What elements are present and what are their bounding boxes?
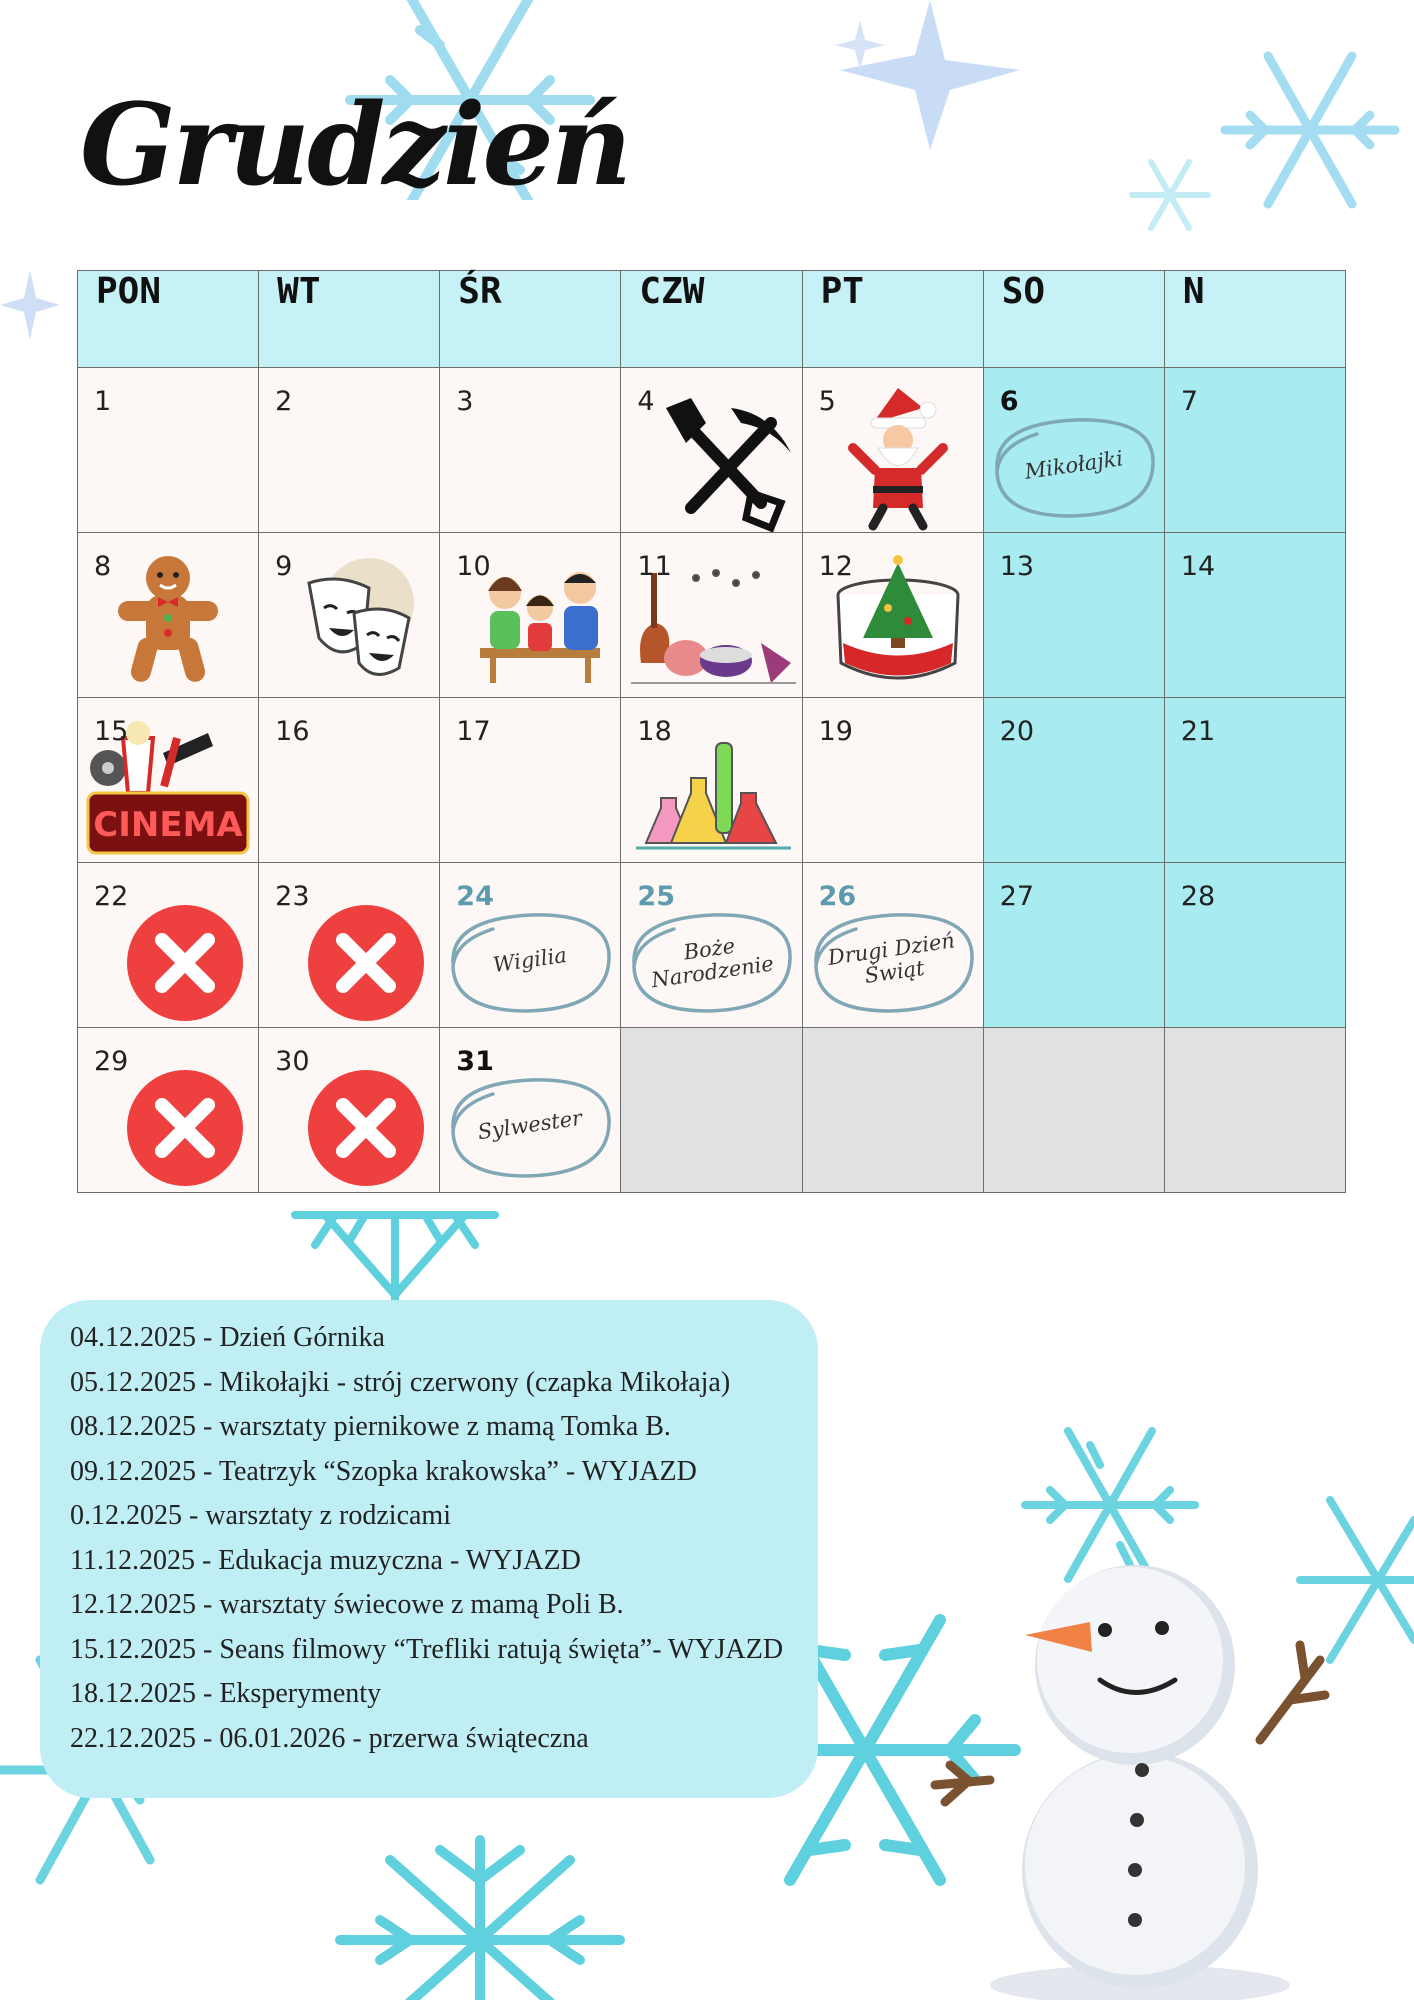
day-number: 23 [275,881,310,912]
day-cell [983,368,1164,533]
day-number: 19 [818,716,853,747]
star-decor-icon [0,270,60,340]
star-decor-icon [820,0,1040,160]
holiday-note-text: Drugi Dzień Świąt [825,928,956,988]
event-item: 11.12.2025 - Edukacja muzyczna - WYJAZD [70,1544,581,1576]
day-cell [259,368,440,533]
day-number: 21 [1180,716,1216,747]
weekday-header: ŚR [440,271,621,368]
day-number: 11 [637,551,672,582]
day-number: 5 [818,386,836,417]
weekday-header: SO [983,271,1164,368]
holiday-note-text: Boże Narodzenie [650,933,776,993]
day-number: 30 [275,1046,310,1077]
day-number: 16 [275,716,310,747]
day-cell [440,1028,621,1193]
day-number: 2 [275,386,293,417]
day-cell [78,533,259,698]
event-item: 18.12.2025 - Eksperymenty [70,1678,382,1709]
holiday-note-text: Mikołajki [1023,446,1125,485]
snowflake-decor-icon [1210,40,1410,220]
day-number: 6 [999,386,1019,417]
day-cell [1164,368,1345,533]
day-cell [1164,698,1345,863]
cinema-sign-text: CINEMA [93,805,243,845]
snowflake-decor-icon [1125,150,1215,240]
day-cell [1164,533,1345,698]
day-cell [440,698,621,863]
event-item: 09.12.2025 - Teatrzyk “Szopka krakowska” - WYJAZD [70,1455,697,1487]
day-cell [802,698,983,863]
empty-day-cell [1164,1028,1345,1193]
holiday-note-text: Sylwester [476,1106,584,1145]
empty-day-cell [983,1028,1164,1193]
event-item: 12.12.2025 - warsztaty świecowe z mamą Poli B. [70,1589,624,1620]
event-item: 04.12.2025 - Dzień Górnika [70,1322,385,1353]
holiday-note [987,406,1161,526]
holiday-note [624,901,798,1021]
day-cell [621,533,802,698]
calendar-week-row [78,863,1346,1028]
day-number: 26 [818,881,857,912]
holiday-note [806,901,980,1021]
day-cell [78,698,259,863]
day-cell [78,863,259,1028]
day-number: 22 [94,881,129,912]
day-number: 18 [637,716,672,747]
day-cell [78,368,259,533]
weekday-header: CZW [621,271,802,368]
weekday-header: PON [78,271,259,368]
holiday-note-text: Wigilia [491,943,569,978]
day-cell [621,368,802,533]
day-cell [440,368,621,533]
calendar-week-row [78,533,1346,698]
day-cell [440,533,621,698]
calendar-week-row [78,368,1346,533]
day-cell [78,1028,259,1193]
event-item: 15.12.2025 - Seans filmowy “Trefliki ratują święta”- WYJAZD [70,1633,784,1665]
event-item: 08.12.2025 - warsztaty piernikowe z mamą Tomka B. [70,1411,671,1442]
day-cell [983,698,1164,863]
day-number: 28 [1180,881,1216,912]
day-number: 14 [1180,551,1216,582]
page-title: Grudzień [80,80,630,211]
day-cell [983,863,1164,1028]
empty-day-cell [621,1028,802,1193]
day-number: 25 [637,881,675,912]
empty-day-cell [802,1028,983,1193]
day-cell [1164,863,1345,1028]
day-number: 29 [94,1046,129,1077]
day-cell [259,698,440,863]
day-number: 4 [637,386,655,417]
day-cell [802,368,983,533]
calendar-table [77,270,1346,1193]
events-box [40,1300,818,1798]
day-number: 8 [94,551,112,582]
event-item: 0.12.2025 - warsztaty z rodzicami [70,1500,451,1531]
day-number: 31 [456,1046,494,1077]
day-cell [802,863,983,1028]
day-number: 12 [818,551,853,582]
weekday-header: WT [259,271,440,368]
day-number: 7 [1180,386,1199,417]
day-number: 24 [456,881,494,912]
day-cell [621,698,802,863]
day-cell [259,533,440,698]
events-list [40,1300,818,1761]
day-cell [802,533,983,698]
day-number: 1 [94,386,112,417]
holiday-note [443,1066,617,1186]
calendar-week-row [78,1028,1346,1193]
day-number: 13 [999,551,1035,582]
snowflake-decor-icon [330,1820,630,2000]
day-cell [259,1028,440,1193]
day-number: 15 [94,716,129,747]
event-item: 05.12.2025 - Mikołajki - strój czerwony (czapka Mikołaja) [70,1366,731,1398]
day-cell [440,863,621,1028]
holiday-note [443,901,617,1021]
calendar-week-row [78,698,1346,863]
day-cell [983,533,1164,698]
day-number: 27 [999,881,1035,912]
day-number: 17 [456,716,491,747]
day-cell [259,863,440,1028]
weekday-header: PT [802,271,983,368]
weekday-header: N [1164,271,1345,368]
day-number: 9 [275,551,293,582]
snowman-icon [930,1540,1390,2000]
day-number: 3 [456,386,474,417]
event-item: 22.12.2025 - 06.01.2026 - przerwa świąteczna [70,1722,589,1754]
day-number: 10 [456,551,491,582]
day-number: 20 [999,716,1035,747]
day-cell [621,863,802,1028]
